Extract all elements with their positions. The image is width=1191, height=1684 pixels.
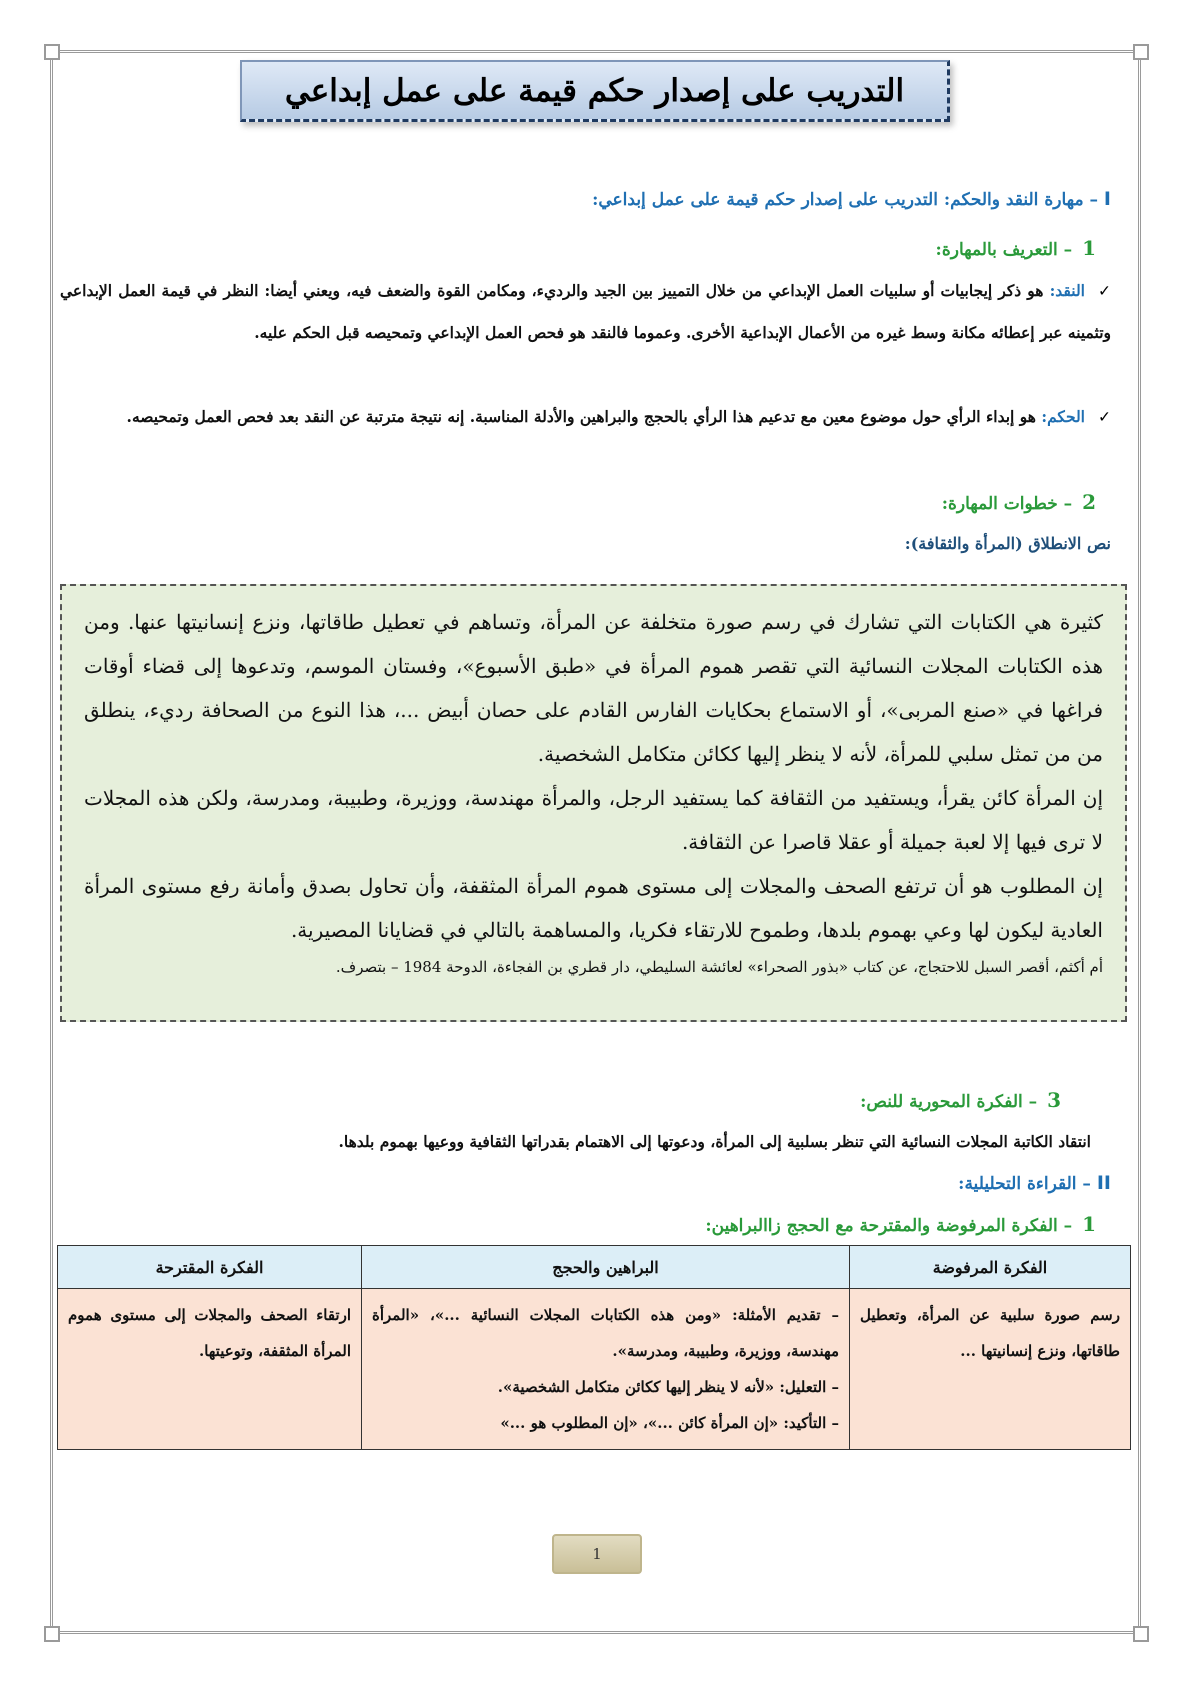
axis-title: – الفكرة المحورية للنص: xyxy=(860,1092,1038,1112)
excerpt-paragraph-1: كثيرة هي الكتابات التي تشارك في رسم صورة متخلفة عن المرأة، وتساهم في تعطيل طاقاتها، ونزع إنسانيتها عنها. ومن هذه الكتابات المجلات النسائية التي تقصر هموم المرأة في «طبق الأسبوع»، وفستان الموسم، وتدعوها إلى قضاء أوقات فراغها في «صنع المربى»، أو الاستماع بحكايات الفارس القادم على حصان أبيض ...، هذا النوع من الصحافة رديء، ينطلق من من تمثل سلبي للمرأة، لأنه لا ينظر إليها ككائن متكامل الشخصية. xyxy=(84,610,1104,766)
judgment-term: الحكم: xyxy=(1041,407,1085,426)
checkmark-icon: ✓ xyxy=(1098,408,1111,426)
page-title: التدريب على إصدار حكم قيمة على عمل إبداعي xyxy=(284,72,905,109)
evidence-reasoning: – التعليل: «لأنه لا ينظر إليها ككائن متكامل الشخصية». xyxy=(497,1378,839,1396)
header-proposed-idea: الفكرة المقترحة xyxy=(58,1246,362,1289)
checkmark-icon: ✓ xyxy=(1097,282,1111,300)
definition-number: 1 xyxy=(1082,236,1096,260)
table-section-title: – الفكرة المرفوضة والمقترحة مع الحجج زاالبراهين: xyxy=(705,1216,1073,1236)
frame-corner xyxy=(44,44,60,60)
title-banner xyxy=(240,60,950,122)
ideas-table xyxy=(57,1245,1131,1450)
steps-heading xyxy=(60,490,1096,514)
header-rejected-idea: الفكرة المرفوضة xyxy=(850,1246,1131,1289)
section-2-numeral: II xyxy=(1096,1172,1111,1194)
judgment-definition xyxy=(60,396,1111,438)
definition-heading xyxy=(60,236,1096,260)
launch-text-label: نص الانطلاق (المرأة والثقافة): xyxy=(904,534,1111,553)
axis-idea-text: انتقاد الكاتبة المجلات النسائية التي تنظر بسلبية إلى المرأة، ودعوتها إلى الاهتمام بقدراتها الثقافية ووعيها بهموم بلدها. xyxy=(338,1132,1091,1151)
table-section-number: 1 xyxy=(1082,1212,1096,1236)
cell-rejected-idea: رسم صورة سلبية عن المرأة، وتعطيل طاقاتها، ونزع إنسانيتها ... xyxy=(850,1289,1131,1450)
section-1-title: – مهارة النقد والحكم: التدريب على إصدار حكم قيمة على عمل إبداعي: xyxy=(592,190,1098,210)
cell-proposed-idea: ارتقاء الصحف والمجلات إلى مستوى هموم المرأة المثقفة، وتوعيتها. xyxy=(58,1289,362,1450)
definition-title: – التعريف بالمهارة: xyxy=(935,240,1073,260)
evidence-examples: – تقديم الأمثلة: «ومن هذه الكتابات المجلات النسائية ...»، «المرأة مهندسة، ووزيرة، وطبيبة، ومدرسة». xyxy=(372,1306,839,1360)
table-header-row xyxy=(58,1246,1131,1289)
frame-corner xyxy=(1133,1626,1149,1642)
evidence-emphasis: – التأكيد: «إن المرأة كائن ...»، «إن المطلوب هو ...» xyxy=(500,1414,839,1432)
excerpt-paragraph-3: إن المطلوب هو أن ترتفع الصحف والمجلات إلى مستوى هموم المرأة المثقفة، وأن تحاول بصدق وأمانة رفع مستوى المرأة العادية ليكون لها وعي بهموم بلدها، وطموح للارتقاء فكريا، والمساهمة بالتالي في قضايانا المصيرية. xyxy=(84,874,1103,942)
header-evidence: البراهين والحجج xyxy=(362,1246,850,1289)
judgment-text: هو إبداء الرأي حول موضوع معين مع تدعيم هذا الرأي بالحجج والبراهين والأدلة المناسبة. إنه نتيجة مترتبة عن النقد بعد فحص العمل وتمحيصه. xyxy=(126,407,1036,426)
criticism-text: هو ذكر إيجابيات أو سلبيات العمل الإبداعي من خلال التمييز بين الجيد والرديء، ومكامن القوة والضعف فيه، ويعني أيضا: النظر في قيمة العمل الإبداعي وتثمينه عبر إعطائه مكانة وسط غيره من الأعمال الإبداعية الأخرى. وعموما فالنقد هو فحص العمل الإبداعي وتمحيصه قبل الحكم عليه. xyxy=(60,281,1111,342)
section-1-heading xyxy=(60,188,1111,210)
table-section-heading xyxy=(60,1212,1096,1236)
steps-title: – خطوات المهارة: xyxy=(941,494,1073,514)
cell-evidence xyxy=(362,1289,850,1450)
axis-number: 3 xyxy=(1047,1088,1061,1112)
axis-idea-heading xyxy=(60,1088,1061,1112)
table-row xyxy=(58,1289,1131,1450)
criticism-definition xyxy=(60,270,1111,354)
section-2-title: – القراءة التحليلية: xyxy=(958,1174,1091,1194)
frame-corner xyxy=(1133,44,1149,60)
section-2-heading xyxy=(60,1172,1111,1194)
excerpt-source: أم أكثم، أقصر السبل للاحتجاج، عن كتاب «بذور الصحراء» لعائشة السليطي، دار قطري بن الفجاءة، الدوحة 1984 – بتصرف. xyxy=(335,958,1103,976)
steps-number: 2 xyxy=(1082,490,1096,514)
excerpt-box xyxy=(60,584,1127,1022)
criticism-term: النقد: xyxy=(1049,281,1085,300)
page-number: 1 xyxy=(552,1534,642,1574)
excerpt-paragraph-2: إن المرأة كائن يقرأ، ويستفيد من الثقافة كما يستفيد الرجل، والمرأة مهندسة، ووزيرة، وطبيبة، ومدرسة، ولكن هذه المجلات لا ترى فيها إلا لعبة جميلة أو عقلا قاصرا عن الثقافة. xyxy=(84,786,1103,854)
frame-corner xyxy=(44,1626,60,1642)
section-1-numeral: I xyxy=(1103,188,1111,210)
